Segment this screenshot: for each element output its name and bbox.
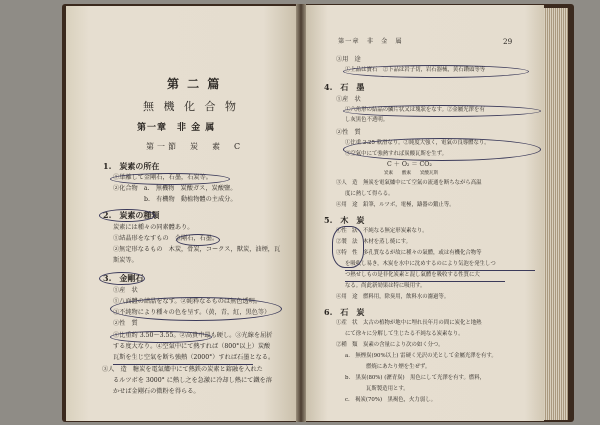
topic-4-line: 度に熱して得らる。 — [345, 191, 394, 197]
topic-2-line: ②無定形なるもの 木炭，骨炭，コークス，獸炭，油煙，瓦 — [113, 246, 281, 253]
topic-5-title: 5. 木 炭 — [324, 215, 365, 225]
topic-3-line: ①産 状 — [113, 287, 138, 294]
topic-3-line: るルツボを 3000° に熱し之を急激に冷却し熱にて鐵を溶 — [113, 377, 272, 384]
topic-1-line: ①単離して金剛石，石墨，石炭等。 — [113, 174, 212, 181]
pen-underline — [113, 364, 253, 365]
page-number: 29 — [503, 37, 513, 46]
topic-3-line: する度大なり。④空氣中にて熱すれば（800°以上）炭酸 — [113, 343, 271, 350]
pen-circle — [110, 297, 282, 321]
topic-2-line: ①結晶形をなすもの 金剛石，石墨。 — [113, 235, 219, 242]
topic-4-line: ①産 状 — [336, 96, 361, 103]
topic-3-line: 瓦斯を生じ空氣を断ち強熱（2000°）すれば石墨となる。 — [113, 354, 275, 361]
topic-4-line: ④用 途 鉛筆，ルツボ，電極，鑄器の鍛止等。 — [336, 202, 455, 208]
topic-5-line: なる。尚此新効果は特に吸用す。 — [345, 283, 426, 289]
topic-3-line: かせば金剛石の微粉を得らる。 — [113, 388, 200, 395]
pen-circle — [176, 234, 220, 246]
pen-circle — [343, 65, 529, 78]
pen-underline — [345, 281, 505, 282]
topic-3-line: ③人 造 糖炭を電氣爐中にて熱鉄の炭素と鎔融を入れた — [102, 366, 263, 373]
pen-circle — [343, 105, 541, 117]
book-gutter — [296, 4, 306, 422]
topic-4-line: ③人 造 無炭を電氣爐中にて空氣の流通を断ちながら高温 — [336, 180, 482, 186]
running-header: 第一章 非 金 属 — [338, 38, 403, 45]
topic-2-line: 炭素には種々の同素體あり。 — [113, 224, 194, 231]
topic-4-title: 4. 石 墨 — [324, 82, 365, 92]
pen-circle — [343, 138, 541, 161]
pen-circle — [99, 209, 155, 222]
topic-6-line: ②種 類 炭素の含量により次の如く分つ。 — [336, 342, 444, 348]
topic-4-line: ③空氣中にて強熱すれば炭酸瓦斯を生ず。 — [345, 151, 447, 157]
chapter-heading: 第一章 非 金 属 — [137, 123, 216, 133]
topic-6-line: にて徐々に分解して生じたる不純なる炭素なり。 — [345, 331, 464, 337]
topic-5-line: ②製 法 木材を蒸し焼にす。 — [336, 239, 412, 245]
chemical-equation: C ＋ O₂ ＝ CO₂ — [387, 161, 432, 168]
topic-5-line: ④用 途 燃料用，除臭用，飲料水の濾過等。 — [336, 294, 450, 300]
pen-circle — [110, 173, 230, 185]
topic-1-line: b. 有機物 動植物體の主成分。 — [144, 196, 237, 203]
topic-6-line: a. 無煙炭(90%以上) 雷硬く光沢の光として金屬光澤を有す。 — [345, 353, 497, 359]
topic-4-line: し灰黒色不透明。 — [345, 117, 389, 123]
topic-6-line: 瓦斯製造用とす。 — [366, 386, 409, 392]
topic-6-line: c. 褐炭(70%) 黒褐色，火力弱し。 — [345, 397, 436, 403]
topic-1-line: ②化合物 a. 無機物 炭酸ガス，炭酸鹽。 — [113, 185, 237, 192]
topic-5-line: つ熱せしもの是非化炭素と混し氣體を吸收する性質に大 — [345, 272, 480, 278]
topic-3-line: ②性 質 — [113, 320, 138, 327]
topic-3-line: ①比重約 3.50～3.55。②高貴中最も硬し。③光線を屈折 — [113, 332, 273, 339]
topic-6-title: 6. 石 炭 — [324, 307, 365, 317]
topic-5-line: ①性 狀 不純なる無定形炭素なり。 — [336, 228, 428, 234]
topic-6-line: b. 黒炭(80%) (瀝青炭) 黒色にして光澤を有す。燃料， — [345, 375, 486, 381]
part-title: 無 機 化 合 物 — [143, 100, 239, 113]
section-heading: 第一節 炭 素 C — [146, 142, 244, 151]
topic-4-line: ②性 質 — [336, 129, 361, 136]
topic-5-line: を吸收し易き，木炭を水中に沈めするのにより気泡を発生しつ — [345, 261, 496, 267]
topic-3-title: 3. 金剛石 — [103, 273, 144, 283]
pen-underline — [345, 270, 535, 271]
part-heading: 第 二 篇 — [167, 77, 222, 91]
use-heading: ③用 途 — [336, 56, 361, 63]
page-edges — [544, 8, 568, 420]
topic-6-line: ①産 状 太古の植物が地中に埋れ長年月の間に炭化と地熱 — [336, 320, 482, 326]
pen-circle — [110, 331, 212, 343]
topic-3-line: ③不純物により種々の色を呈す。（黄，青，紅，黒色等） — [113, 309, 271, 316]
topic-1-title: 1. 炭素の所在 — [103, 161, 160, 171]
topic-2-line: 斯炭等。 — [113, 257, 138, 264]
topic-6-line: 燃焼にあたり煙を生ぜず。 — [366, 364, 431, 370]
topic-2-title: 2. 炭素の種類 — [103, 210, 160, 220]
topic-5-line: ③特 性 多孔質なるが故に種々の氣體，或は有機化合物等 — [336, 250, 482, 256]
topic-3-line: ①八面體の結晶をなす。②純粋なるものは無色透明。 — [113, 298, 262, 305]
pen-bracket — [332, 226, 364, 268]
equation-labels: 炭素 酸素 炭酸瓦斯 — [384, 171, 438, 176]
topic-4-line: ①比重 2.25 軟滑なり。②純度大強く，電氣の良導體なり。 — [345, 140, 490, 146]
topic-4-line: ①六角形の結晶の鱗片状又は塊狀をなす。②金屬光澤を有 — [345, 107, 485, 113]
pen-circle — [99, 272, 145, 285]
use-line: ①上品は寶石 ②下品は岩子切，岩石器械，黄石鑽頭等等 — [345, 67, 486, 73]
